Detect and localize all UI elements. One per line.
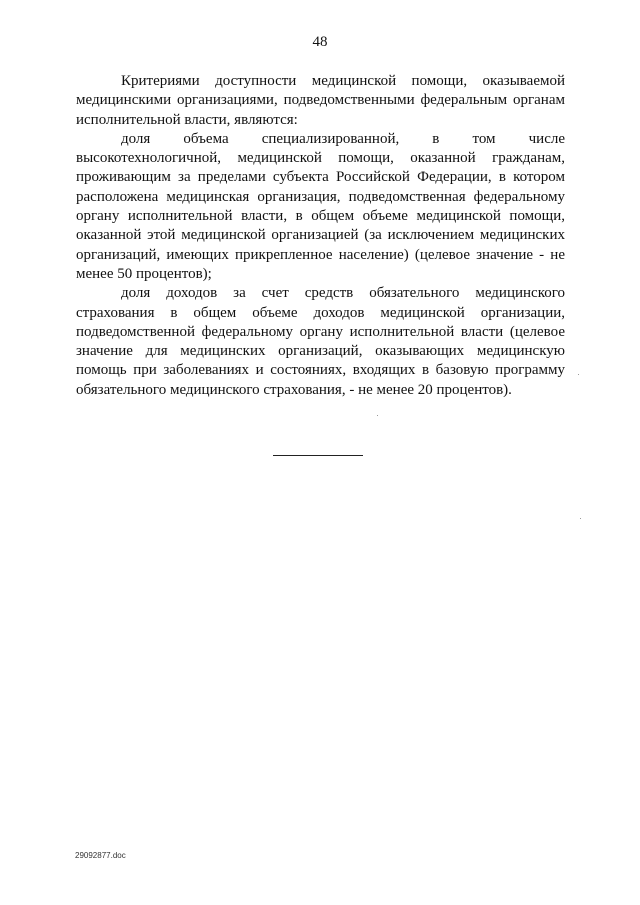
page-number: 48 [312, 34, 328, 50]
footer-document-id: 29092877.doc [75, 851, 126, 860]
section-separator-line [273, 455, 363, 456]
document-body [76, 72, 565, 400]
paragraph-specialized-care-share: доля объема специализированной, в том числе высокотехнологичной, медицинской помощи, оказанной гражданам, проживающим за пределами субъекта Российской Федерации, в котором расположена медицинская организация, подведомственная федеральному органу исполнительной власти, в общем объеме медицинской помощи, оказанной этой медицинской организацией (за исключением медицинских организаций, имеющих прикрепленное население) (целевое значение - не менее 50 процентов); [76, 130, 565, 282]
scan-speck [580, 518, 581, 519]
paragraph-criteria-intro: Критериями доступности медицинской помощи, оказываемой медицинскими организациями, подведомственными федеральным органам исполнительной власти, являются: [76, 73, 565, 128]
scan-speck [578, 374, 579, 375]
scan-speck [377, 415, 378, 416]
paragraph-insurance-income-share: доля доходов за счет средств обязательного медицинского страхования в общем объеме доходов медицинской организации, подведомственной федеральному органу исполнительной власти (целевое значение для медицинских организаций, оказывающих медицинскую помощь при заболеваниях и состояниях, входящих в базовую программу обязательного медицинского страхования, - не менее 20 процентов). [76, 285, 565, 398]
